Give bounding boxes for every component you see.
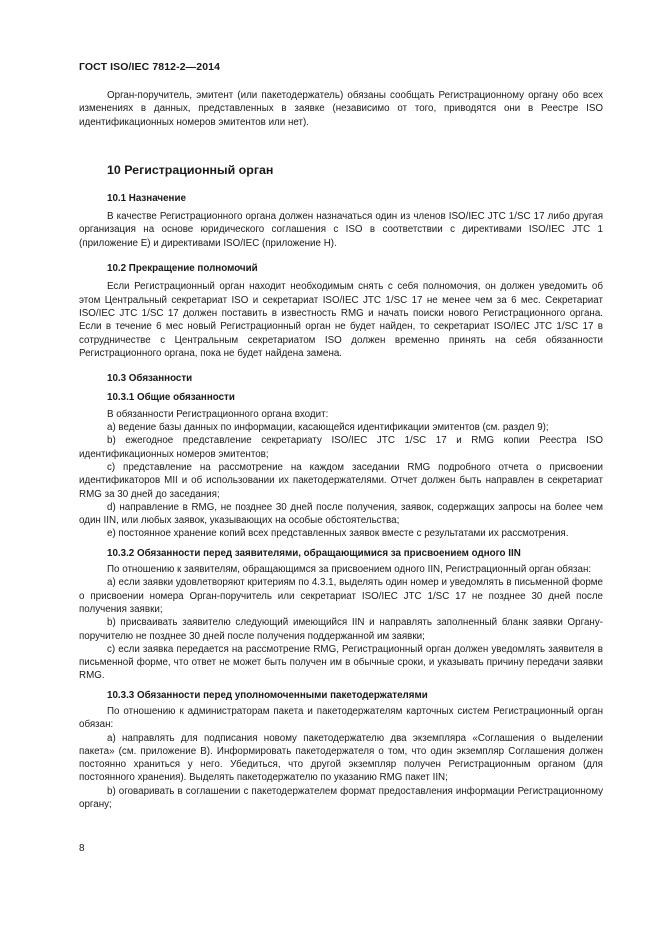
list-item: b) присваивать заявителю следующий имеющийся IIN и направлять заполненный бланк заявки Органу-поручителю не позднее 30 дней после получения поддержанной им заявки; — [79, 617, 603, 642]
list-item: c) если заявка передается на рассмотрение RMG, Регистрационный орган должен уведомлять заявителя в письменной форме, что ответ не может быть получен им в обычные сроки, и указывать причину передачи заявки RMG. — [79, 643, 603, 682]
section-10-1-text: В качестве Регистрационного органа должен назначаться один из членов ISO/IEC JTC 1/SC 17 либо другая организация на основе юридического соглашения с ISO в соответствии с директивами ISO/IEC JTC 1 (приложение Е) и директивами ISO/IEC (приложение Н). — [79, 211, 603, 249]
section-10-2-text: Если Регистрационный орган находит необходимым снять с себя полномочия, он должен уведомить об этом Центральный секретариат ISO и секретариат ISO/IEC JTC 1/SC 17 не менее чем за 6 мес. Секретариат ISO/IEC JTC 1/SC 17 должен поставить в известность RMG и начать поиски нового Регистрационного органа. Если в течение 6 мес новый Регистрационный орган не будет найден, то секретариат ISO/IEC JTC 1/SC 17 в сотрудничестве с Центральным секретариатом ISO должен временно принять на себя обязанности Регистрационного органа, пока не будет найдена замена. — [79, 281, 603, 359]
document-body — [79, 89, 603, 811]
list-item: c) представление на рассмотрение на каждом заседании RMG подробного отчета о присвоении идентификаторов MII и об использовании их пакетодержателями. Отчет должен быть направлен в секретариат RMG за 30 дней до заседания; — [79, 461, 603, 500]
section-10-3-heading: 10.3 Обязанности — [107, 373, 193, 385]
list-item: b) ежегодное представление секретариату ISO/IEC JTC 1/SC 17 и RMG копии Реестра ISO идентификационных номеров эмитентов; — [79, 435, 603, 460]
list-item: a) направлять для подписания новому пакетодержателю два экземпляра «Соглашения о выделении пакета» (см. приложение В). Информировать пакетодержателя о том, что один экземпляр Соглашения должен постоянно храниться у него. Убедиться, что другой экземпляр получен Регистрационным органом (для постоянного хранения). Выделять пакетодержателю по указанию RMG пакет IIN; — [79, 732, 603, 784]
section-10-2-heading: 10.2 Прекращение полномочий — [107, 263, 258, 275]
page-number: 8 — [79, 843, 85, 854]
list-item: a) ведение базы данных по информации, касающейся идентификации эмитентов (см. раздел 9); — [107, 422, 549, 434]
list-item: a) если заявки удовлетворяют критериям по 4.3.1, выделять один номер и уведомлять в письменной форме о присвоении номера Орган-поручитель или секретариат ISO/IEC JTC 1/SC 17 не позднее 30 дней после получения заявки; — [79, 577, 603, 615]
section-10-3-2-heading: 10.3.2 Обязанности перед заявителями, обращающимися за присвоением одного IIN — [107, 547, 521, 559]
section-10-1-heading: 10.1 Назначение — [107, 192, 186, 204]
section-10-3-1-heading: 10.3.1 Общие обязанности — [107, 392, 235, 404]
section-10-3-2-lead: По отношению к заявителям, обращающимся за присвоением одного IIN, Регистрационный орган обязан: — [107, 564, 592, 576]
list-item: e) постоянное хранение копий всех представленных заявок вместе с результатами их рассмотрения. — [107, 528, 569, 540]
section-10-3-3-lead: По отношению к администраторам пакета и пакетодержателям карточных систем Регистрационный орган обязан: — [79, 705, 603, 731]
list-item: b) оговаривать в соглашении с пакетодержателем формат предоставления информации Регистрационному органу; — [79, 785, 603, 811]
list-item: d) направление в RMG, не позднее 30 дней после получения, заявок, содержащих запросы на более чем один IIN, или любых заявок, указывающих на особые обстоятельства; — [79, 501, 603, 527]
document-header: ГОСТ ISO/IEC 7812-2—2014 — [79, 61, 221, 73]
section-10-3-1-lead: В обязанности Регистрационного органа входит: — [107, 408, 329, 420]
intro-paragraph: Орган-поручитель, эмитент (или пакетодержатель) обязаны сообщать Регистрационному органу обо всех изменениях в данных, представленных в заявке (независимо от того, приводятся они в Реестре ISO идентификационных номеров эмитентов или нет). — [79, 90, 603, 128]
section-10-heading: 10 Регистрационный орган — [107, 162, 274, 177]
section-10-3-3-heading: 10.3.3 Обязанности перед уполномоченными пакетодержателями — [107, 689, 428, 701]
